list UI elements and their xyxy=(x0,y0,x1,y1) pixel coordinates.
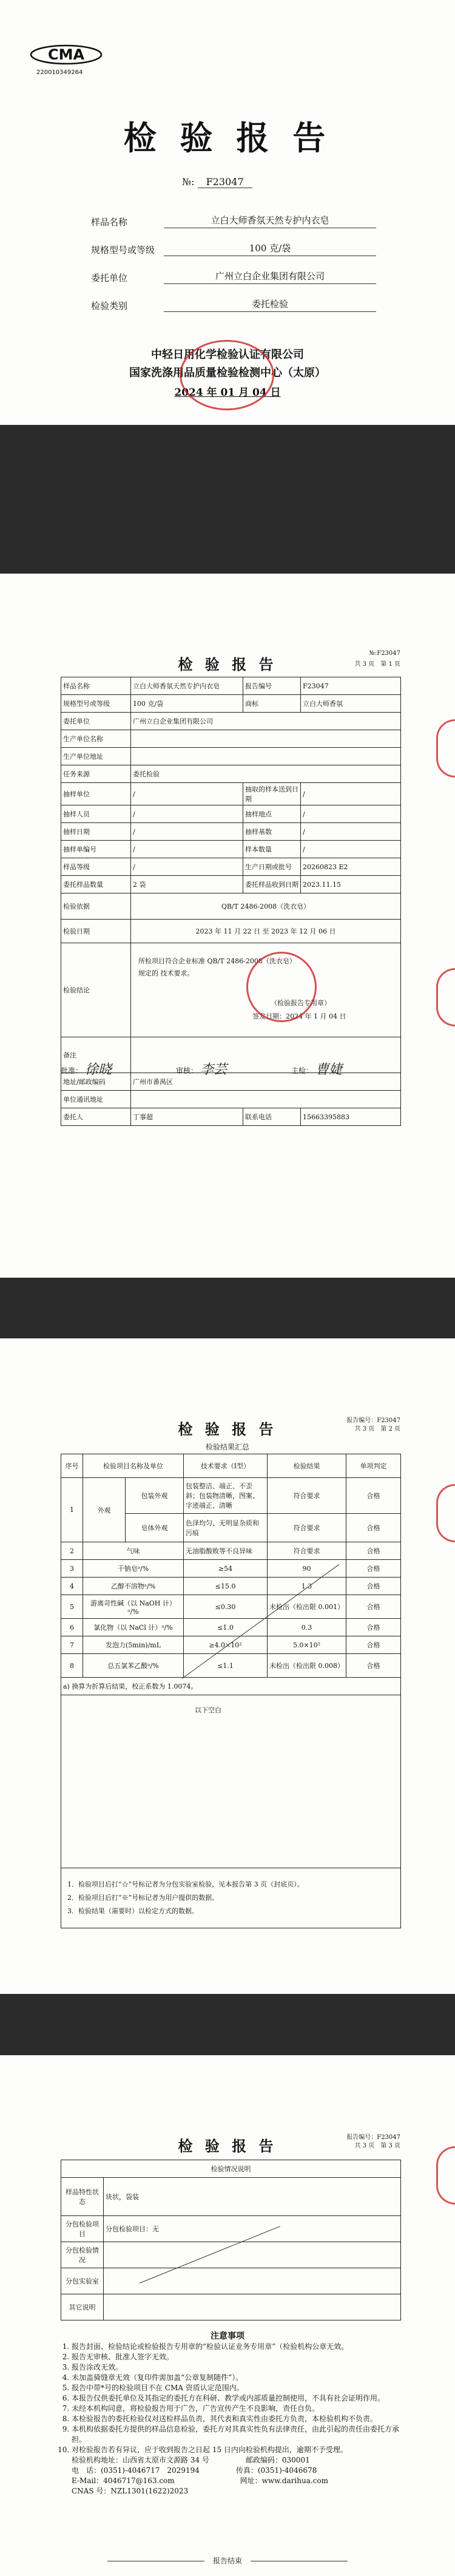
blank-mark: 以下空白 xyxy=(195,1706,221,1714)
item-name: 乙醇不溶物ᵃ/% xyxy=(83,1578,184,1595)
cell-label: 生产单位地址 xyxy=(61,748,131,765)
notes-text: 1．检验项目后打“☆”号标记者为分包实验室检验，见本报告第 3 页（封底页）。 2．检验项目后打“※”号标记者为用户提供的数据。 3．检验结果（需要时）以检定方式的数据。 xyxy=(67,1880,304,1915)
cell-value: / xyxy=(301,823,401,841)
cell-value: 分包检验项目：无 xyxy=(104,2216,401,2242)
table-header-row xyxy=(61,2160,401,2178)
table-row xyxy=(61,1108,401,1126)
cell-value: 2 袋 xyxy=(131,876,243,893)
table-row xyxy=(61,823,401,841)
item-result: 符合要求 xyxy=(268,1514,346,1542)
cell-label: 样品名称 xyxy=(61,677,131,695)
item-result: 5.0×10² xyxy=(268,1636,346,1654)
date-range-value: 2023 年 11 月 22 日 至 2023 年 12 月 06 日 xyxy=(131,920,401,943)
cover-field-row xyxy=(91,228,376,256)
item-verdict: 合格 xyxy=(346,1619,401,1636)
item-name: 干钠皂ᵃ/% xyxy=(83,1560,184,1578)
table-row xyxy=(61,1091,401,1108)
report-no-value: F23047 xyxy=(377,2134,400,2141)
field-label: 样品名称 xyxy=(91,217,128,228)
cell-value xyxy=(104,2268,401,2294)
report-no-value: F23047 xyxy=(377,1417,400,1424)
notice-item: 8. 本检验报告的委托检验仅对送检样品负责，其代表和真实性由委托方负责，本检验机构不负责。 xyxy=(72,2414,406,2424)
cell-value: / xyxy=(131,783,243,805)
approver-label: 批准： xyxy=(61,1066,83,1075)
table-row xyxy=(61,1678,401,1695)
cell-label: 分包实验室 xyxy=(61,2268,104,2294)
contact-line: 检验机构地址：山西省太原市文源路 34 号 邮政编码：030001 xyxy=(72,2456,310,2464)
blank-area-row xyxy=(61,1695,401,1868)
cell-value: 立白大师香氛天然专护内衣皂 xyxy=(131,677,243,695)
issue-label: （检验报告专用章） xyxy=(271,999,331,1007)
header-cell: 技术要求（Ⅰ型） xyxy=(184,1454,268,1478)
table-row xyxy=(61,1578,401,1595)
table-row xyxy=(61,2294,401,2320)
cell-label: 联系电话 xyxy=(243,1108,301,1126)
header-cell: 序号 xyxy=(61,1454,83,1478)
notice-item: 2. 报告无审核、批准人签字无效。 xyxy=(72,2352,406,2362)
item-requirement: 包装整洁、端正、不歪斜；包装物清晰，图案、字迹端正、清晰 xyxy=(184,1478,268,1514)
writer-label: 主检： xyxy=(291,1066,314,1075)
item-result: 符合要求 xyxy=(268,1542,346,1560)
table-row xyxy=(61,1595,401,1619)
cell-label: 检验日期 xyxy=(61,920,131,943)
table-row xyxy=(61,1478,401,1514)
table-row xyxy=(61,783,401,805)
table-subtitle: 检验情况说明 xyxy=(61,2160,401,2178)
situation-table xyxy=(61,2160,401,2320)
end-mark-text: 报告结束 xyxy=(212,2557,242,2565)
page-info: 共 3 页 第 2 页 xyxy=(354,1426,400,1432)
row-number: 4 xyxy=(61,1578,83,1595)
cell-label: 委托样品数量 xyxy=(61,876,131,893)
cell-value: 100 克/袋 xyxy=(131,695,243,713)
cell-value: / xyxy=(301,841,401,858)
table-row xyxy=(61,677,401,695)
report-no-value: F23047 xyxy=(377,650,400,657)
page-info: 共 3 页 第 1 页 xyxy=(354,661,400,668)
cover-date: 2024 年 01 月 04 日 xyxy=(174,387,281,399)
cell-label: 抽样单编号 xyxy=(61,841,131,858)
cover-seal xyxy=(180,340,274,410)
results-table xyxy=(61,1454,401,1928)
cell-value: / xyxy=(301,783,401,805)
page-title: 检 验 报 告 xyxy=(178,656,277,673)
conclusion-cell xyxy=(131,943,401,1037)
notes-row xyxy=(61,1868,401,1928)
table-row xyxy=(61,841,401,858)
cover-field-row xyxy=(91,200,376,228)
report-no-label: №: xyxy=(369,650,377,657)
table-row xyxy=(61,943,401,1037)
cell-value xyxy=(131,1091,401,1108)
row-number: 2 xyxy=(61,1542,83,1560)
item-requirement: ≤1.0 xyxy=(184,1619,268,1636)
field-label: 规格型号或等级 xyxy=(91,245,155,256)
item-requirement: 色泽均匀，无明显杂质和污痕 xyxy=(184,1514,268,1542)
cell-value: / xyxy=(131,805,243,823)
cell-label: 委托单位 xyxy=(61,713,131,730)
item-verdict: 合格 xyxy=(346,1478,401,1514)
cover-report-number xyxy=(182,176,252,188)
end-mark xyxy=(0,2555,455,2566)
svg-text:CMA: CMA xyxy=(47,46,85,63)
cell-label: 委托人 xyxy=(61,1108,131,1126)
cell-value: 立白大师香氛 xyxy=(301,695,401,713)
cell-label: 备注 xyxy=(61,1037,131,1073)
field-value: 立白大师香氛天然专护内衣皂 xyxy=(164,214,376,228)
contact-line: 电 话：(0351)-4046717 2029194 传真：(0351)-4046678 xyxy=(72,2466,317,2475)
notice-item: 10. 对检验报告若有异议，应于收到报告之日起 15 日内向检验机构提出，逾期不予受理。 xyxy=(72,2445,406,2455)
notice-item: 7. 未经本机构同意，将检验报告用于广告，广告宣传产生不良影响，责任自负。 xyxy=(72,2404,406,2414)
cell-label: 抽取的样本送到日期 xyxy=(243,783,301,805)
table-row xyxy=(61,2216,401,2242)
cell-value: 20260823 E2 xyxy=(301,858,401,876)
table-row xyxy=(61,730,401,748)
item-requirement: ≥54 xyxy=(184,1560,268,1578)
table-row xyxy=(61,2268,401,2294)
row-number: 5 xyxy=(61,1595,83,1619)
table-row xyxy=(61,893,401,920)
cell-label: 地址/邮政编码 xyxy=(61,1073,131,1091)
item-sub: 皂体外观 xyxy=(126,1514,184,1542)
cma-logo xyxy=(27,42,106,69)
issue-date: 签发日期：2024 年 1 月 04 日 xyxy=(252,1012,346,1020)
notice-item: 5. 报告中带*号的检验项目不在 CMA 资质认定范围内。 xyxy=(72,2383,406,2393)
edge-seal xyxy=(436,719,455,778)
notice-title: 注意事项 xyxy=(211,2331,244,2341)
item-name: 外观 xyxy=(83,1478,126,1542)
cell-label: 规格型号或等级 xyxy=(61,695,131,713)
contact-line: CNAS 号：NZL1301(1622)2023 xyxy=(72,2487,189,2495)
item-name: 总五氯苯乙酸ᵃ/% xyxy=(83,1654,184,1678)
item-name: 发泡力(5min)/mL xyxy=(83,1636,184,1654)
cell-label: 抽样基数 xyxy=(243,823,301,841)
table-row xyxy=(61,1542,401,1560)
cell-value: / xyxy=(131,858,243,876)
cell-label: 分包检验情况 xyxy=(61,2242,104,2268)
item-result: 90 xyxy=(268,1560,346,1578)
reviewer-label: 审核： xyxy=(176,1066,198,1075)
header-cell: 单项判定 xyxy=(346,1454,401,1478)
row-number: 6 xyxy=(61,1619,83,1636)
cell-label: 样品等级 xyxy=(61,858,131,876)
item-verdict: 合格 xyxy=(346,1595,401,1619)
field-value: 广州立白企业集团有限公司 xyxy=(164,269,376,284)
cell-value: 15663395883 xyxy=(301,1108,401,1126)
cell-value: F23047 xyxy=(301,677,401,695)
report-no-label: 报告编号： xyxy=(346,1417,377,1424)
item-name: 气味 xyxy=(83,1542,184,1560)
cell-value: / xyxy=(301,805,401,823)
row-number: 7 xyxy=(61,1636,83,1654)
info-table xyxy=(61,677,401,1126)
cover-page xyxy=(0,0,455,425)
notice-item: 6. 本报告仅供委托单位及其指定的委托方在科研、教学或内部质量控制使用，不具有社会证明作用。 xyxy=(72,2393,406,2404)
item-result: 0.3 xyxy=(268,1619,346,1636)
remarks-value xyxy=(131,1037,401,1073)
table-row xyxy=(61,805,401,823)
report-no-value: F23047 xyxy=(198,176,252,188)
row-number: 8 xyxy=(61,1654,83,1678)
field-label: 委托单位 xyxy=(91,273,128,283)
table-row xyxy=(61,1073,401,1091)
cell-label: 样品特性状态 xyxy=(61,2178,104,2216)
notice-item: 3. 报告涂改无效。 xyxy=(72,2362,406,2373)
cell-value: 块状，袋装 xyxy=(104,2178,401,2216)
item-requirement: 无油脂酸败等不良异味 xyxy=(184,1542,268,1560)
cell-label: 其它说明 xyxy=(61,2294,104,2320)
cover-org-line1: 中轻日用化学检验认证有限公司 xyxy=(151,348,304,361)
cell-value: 委托检验 xyxy=(131,765,401,783)
item-requirement: ≤1.1 xyxy=(184,1654,268,1678)
header-cell: 检验项目名称及单位 xyxy=(83,1454,184,1478)
page-title: 检 验 报 告 xyxy=(178,2137,277,2155)
notice-list xyxy=(61,2342,406,2496)
footnote: a) 换算为折算后结果，校正系数为 1.0074。 xyxy=(61,1678,401,1695)
table-row xyxy=(61,713,401,730)
item-requirement: ≤15.0 xyxy=(184,1578,268,1595)
notice-item: 1. 报告封面、检验结论或检验报告专用章的“检验认证业务专用章”（检验机构公章无效。 xyxy=(72,2342,406,2352)
report-page-3 xyxy=(0,2055,455,2576)
cell-label: 生产单位名称 xyxy=(61,730,131,748)
row-number: 1 xyxy=(61,1478,83,1542)
report-page-1 xyxy=(0,574,455,1278)
notice-item: 4. 未加盖骑缝章无效（复印件需加盖“公章复制随件”）。 xyxy=(72,2373,406,2383)
edge-seal xyxy=(436,2146,455,2205)
field-value: 委托检验 xyxy=(164,297,376,312)
basis-value: QB/T 2486-2008（洗衣皂） xyxy=(131,893,401,920)
item-result: 未检出（检出限 0.001） xyxy=(268,1595,346,1619)
cell-value xyxy=(131,748,401,765)
notes-cell xyxy=(61,1868,401,1928)
approver-signature: 徐晓 xyxy=(85,1062,112,1077)
item-result: 符合要求 xyxy=(268,1478,346,1514)
item-requirement: ≥4.0×10² xyxy=(184,1636,268,1654)
header-cell: 检验结果 xyxy=(268,1454,346,1478)
contact-line: E-Mail：4046717@163.com 网址：www.darihua.com xyxy=(72,2476,329,2485)
cell-label: 报告编号 xyxy=(243,677,301,695)
item-sub: 包装外观 xyxy=(126,1478,184,1514)
reviewer-signature: 李芸 xyxy=(200,1062,228,1077)
blank-area xyxy=(61,1695,401,1868)
cover-title: 检 验 报 告 xyxy=(123,118,332,157)
cma-code: 220010349264 xyxy=(36,69,83,76)
cell-value: / xyxy=(131,823,243,841)
table-row xyxy=(61,1619,401,1636)
item-verdict: 合格 xyxy=(346,1578,401,1595)
item-result: 未检出（检出限 0.008） xyxy=(268,1654,346,1678)
report-page-2 xyxy=(0,1338,455,1994)
page-info: 共 3 页 第 3 页 xyxy=(354,2143,400,2149)
cover-field-row xyxy=(91,256,376,284)
cover-fields xyxy=(91,200,376,312)
cell-value: 丁事超 xyxy=(131,1108,243,1126)
cell-label: 样本数量 xyxy=(243,841,301,858)
item-verdict: 合格 xyxy=(346,1542,401,1560)
cell-label: 生产日期或批号 xyxy=(243,858,301,876)
cell-label: 任务来源 xyxy=(61,765,131,783)
conclusion-text: 所检项目符合企业标准 QB/T 2486-2008（洗衣皂）规定的 技术要求。 xyxy=(138,957,296,977)
cell-label: 委托样品收到日期 xyxy=(243,876,301,893)
item-requirement: ≤0.30 xyxy=(184,1595,268,1619)
table-row xyxy=(61,1037,401,1073)
cell-label: 抽样人员 xyxy=(61,805,131,823)
cell-label: 分包检验项目 xyxy=(61,2216,104,2242)
cell-value xyxy=(104,2294,401,2320)
item-verdict: 合格 xyxy=(346,1514,401,1542)
cell-value: 广州立白企业集团有限公司 xyxy=(131,713,401,730)
cell-value: 广州市番禺区 xyxy=(131,1073,401,1091)
edge-seal xyxy=(436,1484,455,1542)
edge-seal xyxy=(436,968,455,1026)
cell-label: 抽样地点 xyxy=(243,805,301,823)
cover-field-row xyxy=(91,284,376,312)
page-title: 检 验 报 告 xyxy=(178,1420,277,1438)
report-no-label: №: xyxy=(182,176,195,188)
cell-value xyxy=(104,2242,401,2268)
item-name: 游离苛性碱（以 NaOH 计）ᵃ/% xyxy=(83,1595,184,1619)
item-name: 氯化物（以 NaCl 计）ᵃ/% xyxy=(83,1619,184,1636)
item-verdict: 合格 xyxy=(346,1636,401,1654)
cell-label: 抽样日期 xyxy=(61,823,131,841)
table-row xyxy=(61,695,401,713)
cell-value: / xyxy=(131,841,243,858)
inspection-seal xyxy=(246,952,317,1022)
cell-label: 抽样单位 xyxy=(61,783,131,805)
cell-value: 2023.11.15 xyxy=(301,876,401,893)
item-verdict: 合格 xyxy=(346,1560,401,1578)
table-row xyxy=(61,2178,401,2216)
report-no-label: 报告编号： xyxy=(346,2134,377,2141)
page-subtitle: 检验结果汇总 xyxy=(205,1443,249,1451)
table-row xyxy=(61,876,401,893)
table-row xyxy=(61,1654,401,1678)
field-label: 检验类别 xyxy=(91,300,128,311)
table-row xyxy=(61,920,401,943)
writer-signature: 曹婕 xyxy=(315,1062,343,1077)
item-verdict: 合格 xyxy=(346,1654,401,1678)
field-value: 100 克/袋 xyxy=(164,242,376,256)
table-row xyxy=(61,1636,401,1654)
row-number: 3 xyxy=(61,1560,83,1578)
notice-item: 9. 本机构依据委托方提供的样品信息检验，委托方对其真实性负有法律责任，由此引起的责任由委托方承担。 xyxy=(72,2424,406,2445)
item-result: 1.3 xyxy=(268,1578,346,1595)
table-row xyxy=(61,1560,401,1578)
table-header-row xyxy=(61,1454,401,1478)
cover-org-line2: 国家洗涤用品质量检验检测中心（太原） xyxy=(129,367,326,379)
table-row xyxy=(61,748,401,765)
table-row xyxy=(61,858,401,876)
cell-label: 检验依据 xyxy=(61,893,131,920)
cell-label: 商标 xyxy=(243,695,301,713)
contact-block xyxy=(61,2455,406,2496)
table-row xyxy=(61,765,401,783)
cell-value xyxy=(131,730,401,748)
cell-label: 检验结论 xyxy=(61,943,131,1037)
cell-label: 单位通讯地址 xyxy=(61,1091,131,1108)
